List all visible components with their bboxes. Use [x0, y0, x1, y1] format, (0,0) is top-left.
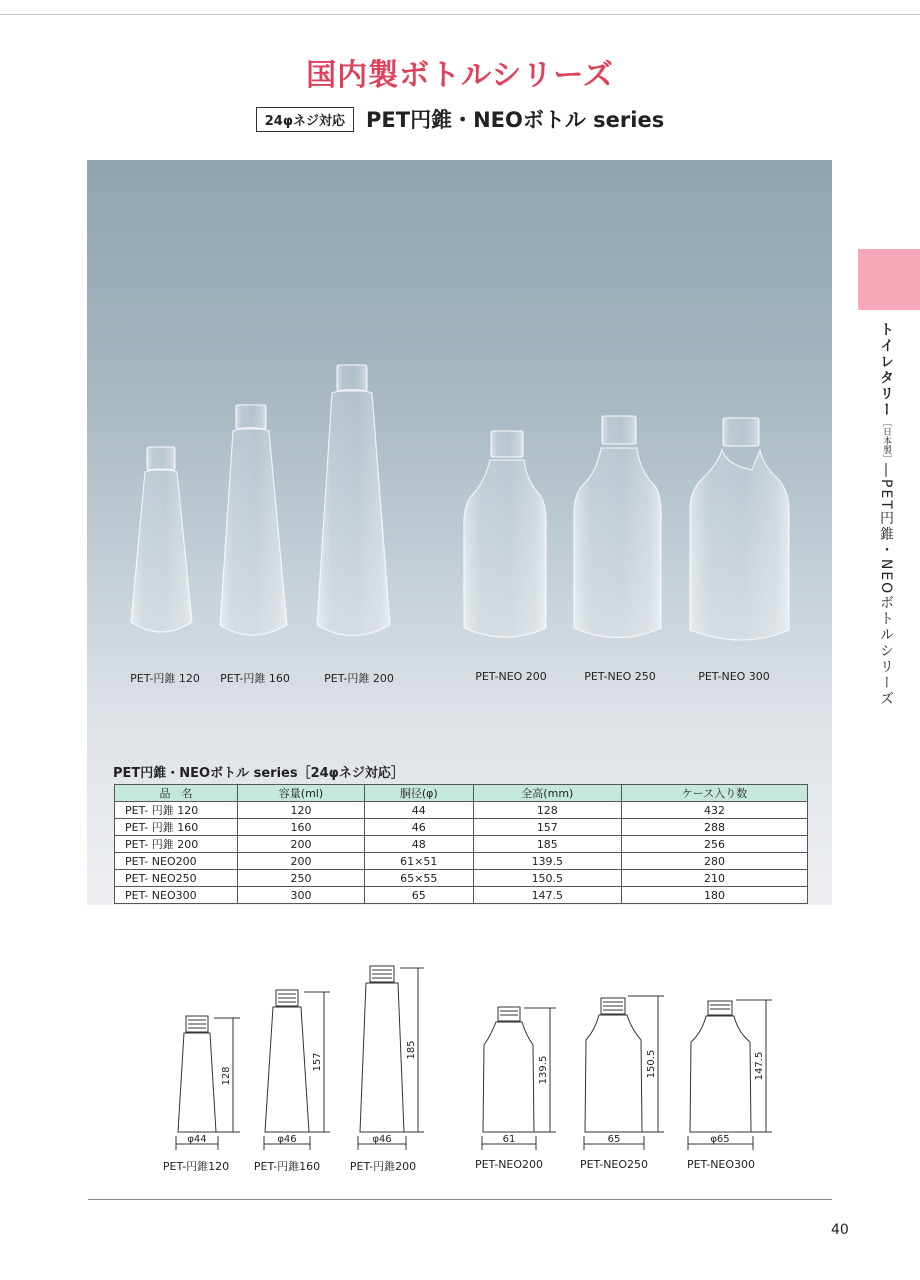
table-row	[115, 836, 808, 853]
header-name: 品 名	[115, 785, 238, 802]
table-row	[115, 802, 808, 819]
diagram-label-neo-250: PET-NEO250	[579, 1158, 649, 1171]
top-rule	[0, 14, 920, 15]
diagram-label-neo-200: PET-NEO200	[474, 1158, 544, 1171]
cell-name: PET- NEO250	[115, 870, 238, 887]
header-case-qty: ケース入り数	[622, 785, 808, 802]
photo-label-cone-160: PET-円錐 160	[220, 672, 290, 685]
cell-case-qty: 180	[622, 887, 808, 904]
dim-height-cone-120: 128	[221, 1066, 232, 1086]
cell-case-qty: 256	[622, 836, 808, 853]
photo-label-neo-250: PET-NEO 250	[584, 670, 656, 683]
side-dash: ―	[878, 463, 894, 479]
page-title: 国内製ボトルシリーズ	[306, 58, 614, 93]
table-row	[115, 819, 808, 836]
cell-case-qty: 288	[622, 819, 808, 836]
cell-height: 139.5	[473, 853, 621, 870]
cell-diameter: 44	[364, 802, 473, 819]
table-row	[115, 870, 808, 887]
side-category: トイレタリー	[878, 322, 894, 418]
diagram-label-neo-300: PET-NEO300	[686, 1158, 756, 1171]
dim-height-neo-250: 150.5	[646, 1049, 657, 1079]
diagram-label-cone-160: PET-円錐160	[253, 1160, 321, 1173]
bottle-cone-120	[131, 447, 192, 632]
header-capacity: 容量(ml)	[238, 785, 365, 802]
diagram-label-cone-120: PET-円錐120	[162, 1160, 230, 1173]
side-series: PET円錐・NEOボトルシリーズ	[878, 479, 894, 708]
dim-height-cone-160: 157	[312, 1052, 323, 1072]
cell-height: 150.5	[473, 870, 621, 887]
dim-height-cone-200: 185	[406, 1040, 417, 1060]
dim-width-neo-300: φ65	[710, 1134, 730, 1145]
table-row	[115, 887, 808, 904]
photo-label-cone-200: PET-円錐 200	[324, 672, 394, 685]
dim-height-neo-200: 139.5	[538, 1055, 549, 1085]
subtitle-row	[0, 104, 920, 134]
dimension-drawings	[0, 940, 920, 1180]
dimension-diagrams	[0, 940, 920, 1180]
photo-label-neo-200: PET-NEO 200	[475, 670, 547, 683]
cell-name: PET- NEO300	[115, 887, 238, 904]
header-height: 全高(mm)	[473, 785, 621, 802]
cell-diameter: 61×51	[364, 853, 473, 870]
side-origin: ［日本製］	[881, 418, 891, 463]
cell-diameter: 48	[364, 836, 473, 853]
cell-capacity: 160	[238, 819, 365, 836]
thread-tag: 24φネジ対応	[256, 107, 354, 132]
bottle-neo-200	[464, 431, 546, 637]
diagram-label-cone-200: PET-円錐200	[349, 1160, 417, 1173]
spec-table	[114, 784, 808, 904]
bottle-neo-250	[574, 416, 661, 638]
side-index	[876, 322, 896, 707]
bottle-neo-300	[690, 418, 789, 640]
cell-case-qty: 210	[622, 870, 808, 887]
cell-diameter: 46	[364, 819, 473, 836]
cell-capacity: 200	[238, 836, 365, 853]
dim-height-neo-300: 147.5	[754, 1051, 765, 1081]
cell-capacity: 250	[238, 870, 365, 887]
photo-label-cone-120: PET-円錐 120	[130, 672, 200, 685]
dim-width-cone-160: φ46	[277, 1134, 297, 1145]
product-photo	[87, 160, 832, 905]
cell-height: 128	[473, 802, 621, 819]
dim-width-neo-250: 65	[607, 1134, 621, 1145]
cell-height: 157	[473, 819, 621, 836]
bottle-cone-200	[317, 365, 390, 636]
cell-case-qty: 280	[622, 853, 808, 870]
cell-case-qty: 432	[622, 802, 808, 819]
page-number: 40	[831, 1222, 849, 1238]
cell-capacity: 200	[238, 853, 365, 870]
category-tab	[858, 249, 920, 310]
series-subtitle: PET円錐・NEOボトル series	[366, 108, 665, 132]
dim-width-neo-200: 61	[502, 1134, 516, 1145]
cell-name: PET- 円錐 200	[115, 836, 238, 853]
cell-capacity: 120	[238, 802, 365, 819]
bottle-cone-160	[220, 405, 287, 635]
cell-height: 185	[473, 836, 621, 853]
header-diameter: 胴径(φ)	[364, 785, 473, 802]
table-row	[115, 853, 808, 870]
table-title: PET円錐・NEOボトル series［24φネジ対応］	[113, 766, 404, 781]
cell-name: PET- 円錐 160	[115, 819, 238, 836]
photo-label-neo-300: PET-NEO 300	[698, 670, 770, 683]
bottom-rule	[88, 1199, 832, 1200]
dim-width-cone-200: φ46	[372, 1134, 392, 1145]
table-header-row	[115, 785, 808, 802]
cell-height: 147.5	[473, 887, 621, 904]
cell-diameter: 65×55	[364, 870, 473, 887]
cell-capacity: 300	[238, 887, 365, 904]
cell-diameter: 65	[364, 887, 473, 904]
dim-width-cone-120: φ44	[187, 1134, 207, 1145]
cell-name: PET- 円錐 120	[115, 802, 238, 819]
cell-name: PET- NEO200	[115, 853, 238, 870]
